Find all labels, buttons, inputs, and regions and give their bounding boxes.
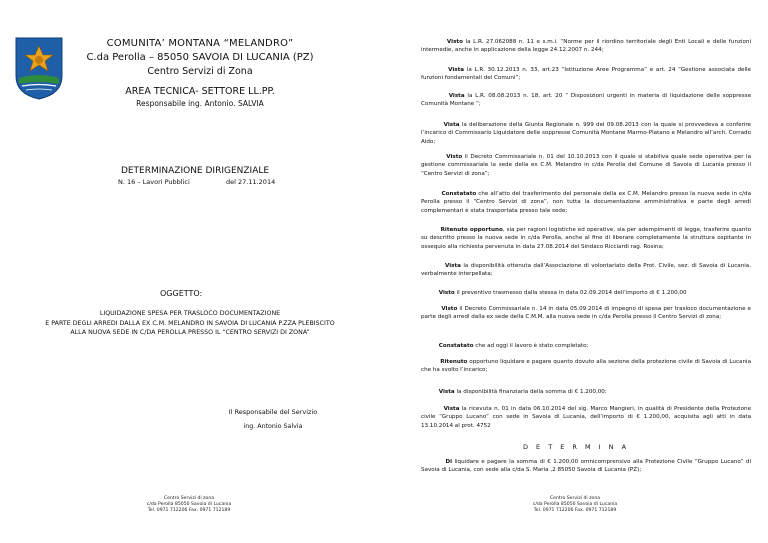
recital-paragraph	[421, 153, 751, 178]
community-emblem-logo	[14, 36, 64, 100]
recital-lead: Visto	[441, 306, 458, 312]
recital-lead: Ritenuto opportuno	[440, 227, 503, 233]
determina-heading: D E T E R M I N A	[522, 443, 630, 451]
recital-paragraph	[421, 226, 751, 251]
recital-lead: Vista	[443, 122, 460, 128]
header-community-name: COMUNITA’ MONTANA “MELANDRO”	[106, 38, 294, 49]
recital-text: la disponibilità ottenuta dall’Associazione di volontariato della Prot. Civile, sez. di Savoia di Lucania, verbalmente interpellata;	[421, 263, 751, 278]
recital-paragraph	[421, 38, 751, 55]
page-footer	[510, 496, 640, 514]
subject-label: OGGETTO:	[160, 289, 203, 298]
recital-text: , sia per ragioni logistiche ed operative, sia per adempimenti di legge, trasferire quanto su descritto presso la nuova sede in c/da Perolla, anche al fine di liberare completamente la struttura ospitante in ossequio alla richiesta pervenuta in data 27.08.2014 del Sindaco Ricciardi rag. Rosina;	[421, 227, 752, 250]
footer-line: c/da Perolla 85050 Savoia di Lucania	[532, 502, 618, 507]
recital-paragraph	[421, 305, 751, 322]
subject-line: LIQUIDAZIONE SPESA PER TRASLOCO DOCUMENTAZIONE	[99, 310, 281, 317]
determination-number: N. 16 – Lavori Pubblici	[118, 178, 190, 186]
recital-lead: Di	[445, 459, 452, 465]
recital-paragraph	[421, 358, 751, 375]
recital-lead: Vista	[443, 406, 460, 412]
subject-line: ALLA NUOVA SEDE IN C/DA PEROLLA PRESSO IL “CENTRO SERVIZI DI ZONA”	[70, 329, 310, 336]
determination-date: del 27.11.2014	[226, 178, 276, 186]
header-address: C.da Perolla – 85050 SAVOIA DI LUCANIA (PZ)	[86, 52, 314, 63]
recital-text: il Decreto Commissariale n. 14 in data 05.09.2014 di impegno di spesa per trasloco documentazione e parte degli arredi dalla ex sede della C.M.M. alla nuova sede in c/da Perolla presso il Centro Servizi di zona;	[421, 306, 752, 321]
recital-lead: Constatato	[438, 343, 474, 349]
recital-paragraph	[421, 190, 751, 215]
recital-text: liquidare e pagare la somma di € 1.200,00 omnicomprensivo alla Protezione Civile “Gruppo Lucano” di Savoia di Lucania, con sede alla c/da S. Maria ,2 85050 Savoia di Lucania (PZ);	[421, 459, 751, 474]
recital-text: che ad oggi il lavoro è stato completato;	[473, 343, 589, 349]
footer-line: Tel. 0971 712206 Fax. 0971 712189	[147, 508, 231, 513]
determination-title: DETERMINAZIONE DIRIGENZIALE	[120, 166, 270, 176]
recital-text: la deliberazione della Giunta Regionale n. 999 del 09.08.2013 con la quale si provvedeva a conferire l’incarico di Commissario Liquidatore delle soppresse Comunità Montane Marmo-Platano e Melandro all’arch. Corrado Aldo;	[421, 122, 751, 145]
recital-text: la L.R. 08.08.2013 n. 18, art. 20 “ Disposizioni urgenti in materia di liquidazione delle soppresse Comunità Montane “;	[421, 93, 752, 108]
recital-paragraph	[421, 92, 751, 109]
recital-paragraph	[421, 342, 751, 350]
recital-lead: Ritenuto	[440, 359, 468, 365]
recital-lead: Visto	[446, 154, 463, 160]
header-service-center: Centro Servizi di Zona	[147, 66, 253, 77]
recital-lead: Vista	[438, 389, 455, 395]
header-area: AREA TECNICA- SETTORE LL.PP.	[125, 86, 275, 97]
recital-paragraph	[421, 121, 751, 146]
recital-paragraph	[421, 66, 751, 83]
recital-lead: Vista	[448, 67, 465, 73]
recital-text: la ricevuta n. 01 in data 06.10.2014 del sig. Marco Mangieri, in qualità di Presidente della Protezione civile “Gruppo Lucano” con sede in Savoia di Lucania, dell’importo di € 1.200,00, acquisita agli atti in data 13.10.2014 al prot. 4752	[421, 406, 752, 429]
recital-paragraph	[421, 262, 751, 279]
recital-paragraph	[421, 405, 751, 430]
recital-text: opportuno liquidare e pagare quanto dovuto alla sezione della protezione civile di Savoia di Lucania che ha svolto l’incarico;	[421, 359, 752, 374]
recital-text: la L.R. 27.062088 n. 11 e s.m.i. “Norme per il riordino territoriale degli Enti Locali e delle funzioni intermedie, anche in applicazione della legge 24.12.2007 n. 244;	[421, 39, 752, 54]
header-responsible: Responsabile ing. Antonio. SALVIA	[136, 99, 264, 108]
footer-line: Centro Servizi di zona	[549, 496, 601, 501]
recital-paragraph	[421, 289, 751, 297]
recital-text: la disponibilità finanziaria della somma di € 1.200,00;	[454, 389, 607, 395]
signature-name: ing. Antonio Salvia	[243, 423, 303, 430]
footer-line: Centro Servizi di zona	[163, 496, 215, 501]
recital-text: il preventivo trasmesso dalla stessa in data 02.09.2014 dell’importo di € 1.200,00	[454, 290, 687, 296]
recital-lead: Constatato	[441, 191, 477, 197]
subject-text	[10, 309, 370, 338]
recital-lead: Visto	[446, 39, 463, 45]
recital-text: il Decreto Commissariale n. 01 del 10.10.2013 con il quale si stabiliva quale sede operativa per la gestione commissariale la sede della ex C.M. Melandro in c/da Perolla del Comune di Savoia di Lucania presso il “Centro Servizi di zona”;	[421, 154, 752, 177]
subject-line: E PARTE DEGLI ARREDI DALLA EX C.M. MELANDRO IN SAVOIA DI LUCANIA P.ZZA PLEBISCITO	[45, 319, 335, 327]
recital-lead: Visto	[438, 290, 455, 296]
recital-paragraph	[421, 388, 751, 396]
page-footer	[124, 496, 254, 514]
recital-text: che all’atto del trasferimento del personale della ex C.M. Melandro presso la nuova sede in c/da Perolla presso il “Centro Servizi di zona”, non tutta la documentazione amministrativa e parte degli arredi complementari è stata trasportata presso tale sede;	[421, 191, 752, 214]
signature-role: Il Responsabile del Servizio	[228, 408, 318, 416]
footer-line: c/da Perolla 85050 Savoia di Lucania	[146, 502, 232, 507]
recital-lead: Vista	[448, 93, 465, 99]
right-page	[384, 0, 768, 543]
footer-line: Tel. 0971 712206 Fax. 0971 712189	[533, 508, 617, 513]
recital-lead: Vista	[445, 263, 461, 269]
recital-text: la L.R. 30.12.2013 n. 33, art.23 “Istituzione Aree Programma” e art. 24 “Gestione associata delle funzioni fondamentali dei Comuni”;	[421, 67, 752, 82]
recital-paragraph	[421, 458, 751, 475]
